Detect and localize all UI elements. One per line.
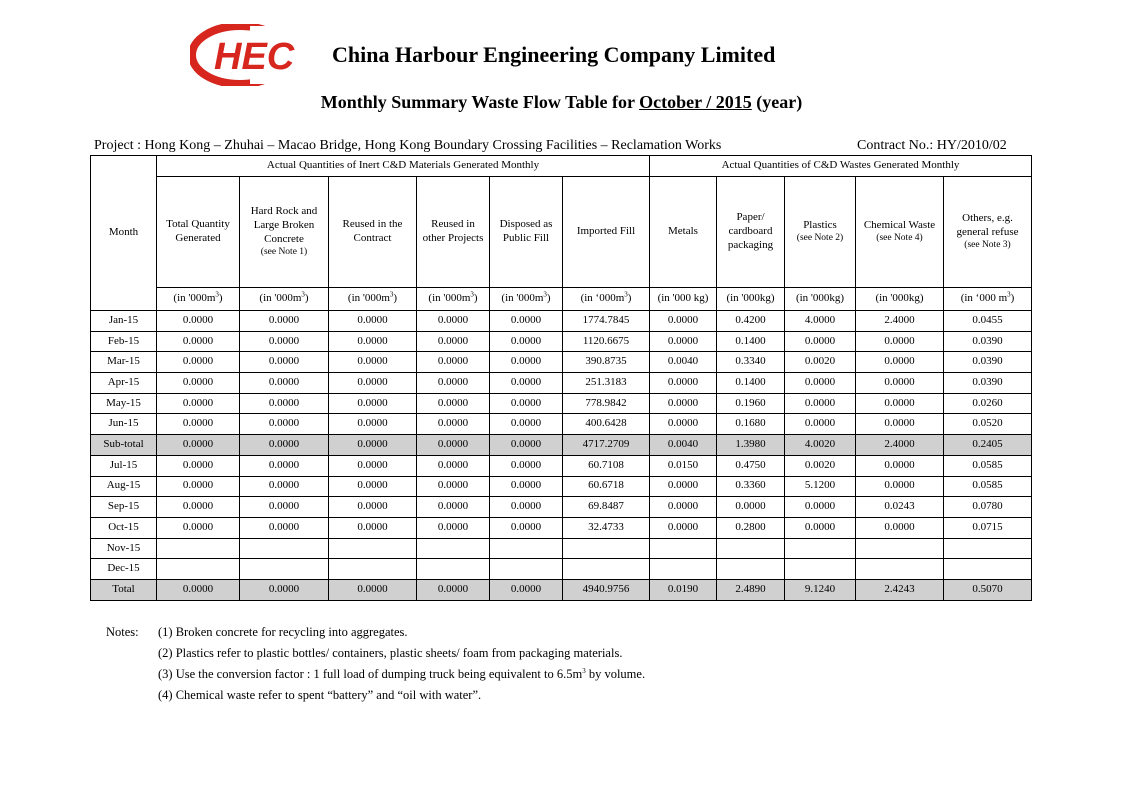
- value-cell: 1774.7845: [563, 311, 650, 332]
- unit-superscript: 3: [1007, 290, 1011, 299]
- value-cell: 390.8735: [563, 352, 650, 373]
- value-cell: 0.0000: [856, 331, 944, 352]
- value-cell: 0.0000: [856, 414, 944, 435]
- unit-superscript: 3: [624, 290, 628, 299]
- column-label: Total Quantity Generated: [166, 218, 230, 244]
- table-row: [91, 393, 1032, 414]
- note-superscript: 3: [582, 666, 586, 675]
- value-cell: 0.0000: [490, 373, 563, 394]
- value-cell: 0.5070: [944, 579, 1032, 600]
- value-cell: 0.1400: [717, 331, 785, 352]
- unit-superscript: 3: [215, 290, 219, 299]
- value-cell: 4.0020: [785, 435, 856, 456]
- month-cell: Aug-15: [91, 476, 157, 497]
- month-cell: Mar-15: [91, 352, 157, 373]
- value-cell: 1120.6675: [563, 331, 650, 352]
- month-cell: Jul-15: [91, 455, 157, 476]
- month-cell: Jun-15: [91, 414, 157, 435]
- column-header: [240, 177, 329, 288]
- unit-text: (in '000m: [428, 292, 471, 305]
- value-cell: 0.0000: [417, 331, 490, 352]
- value-cell: 0.0000: [490, 393, 563, 414]
- unit-cell: [417, 288, 490, 311]
- value-cell: 0.0000: [240, 311, 329, 332]
- value-cell: 0.0000: [240, 579, 329, 600]
- value-cell: 0.0000: [329, 331, 417, 352]
- waste-group-header: Actual Quantities of C&D Wastes Generated Monthly: [650, 156, 1032, 177]
- value-cell: 0.0000: [717, 497, 785, 518]
- value-cell: [563, 559, 650, 580]
- value-cell: 0.0000: [240, 455, 329, 476]
- value-cell: 0.0390: [944, 373, 1032, 394]
- value-cell: 0.0000: [157, 393, 240, 414]
- column-header: [329, 177, 417, 288]
- value-cell: 0.0715: [944, 517, 1032, 538]
- unit-cell: [717, 288, 785, 311]
- unit-text-end: ): [304, 292, 309, 305]
- value-cell: 0.0000: [240, 331, 329, 352]
- column-header: [785, 177, 856, 288]
- unit-cell: [490, 288, 563, 311]
- table-row: [91, 373, 1032, 394]
- column-label: Paper/ cardboard packaging: [727, 211, 774, 251]
- column-note: (see Note 4): [876, 232, 923, 243]
- contract-number: Contract No.: HY/2010/02: [857, 138, 1007, 153]
- value-cell: 0.0000: [157, 352, 240, 373]
- notes-label: Notes:: [106, 625, 139, 639]
- unit-text: (in '000m: [173, 292, 216, 305]
- value-cell: 0.0000: [157, 517, 240, 538]
- value-cell: [329, 559, 417, 580]
- value-cell: 0.0000: [650, 331, 717, 352]
- value-cell: 0.0000: [650, 311, 717, 332]
- unit-text-end: ): [627, 292, 632, 305]
- unit-cell: [563, 288, 650, 311]
- column-header: [563, 177, 650, 288]
- value-cell: [717, 559, 785, 580]
- column-label: Hard Rock and Large Broken Concrete: [250, 205, 318, 245]
- value-cell: 0.0000: [329, 393, 417, 414]
- value-cell: 0.0000: [856, 352, 944, 373]
- month-cell: Apr-15: [91, 373, 157, 394]
- page-title: [0, 92, 1123, 113]
- month-cell: Jan-15: [91, 311, 157, 332]
- unit-text-end: ): [393, 292, 398, 305]
- unit-text: (in ‘000 m: [960, 292, 1008, 305]
- unit-text: (in '000m: [347, 292, 390, 305]
- value-cell: [785, 538, 856, 559]
- value-cell: 0.0000: [157, 331, 240, 352]
- note-item: [158, 625, 858, 646]
- waste-flow-table: [90, 155, 1032, 601]
- unit-text: (in '000 kg): [657, 292, 709, 305]
- value-cell: 0.0000: [856, 393, 944, 414]
- column-header: [856, 177, 944, 288]
- unit-cell: [240, 288, 329, 311]
- subtotal-row: [91, 435, 1032, 456]
- note-text-end: by volume.: [585, 667, 646, 681]
- column-header: [650, 177, 717, 288]
- value-cell: 0.0000: [240, 435, 329, 456]
- unit-superscript: 3: [543, 290, 547, 299]
- value-cell: 0.0000: [490, 579, 563, 600]
- value-cell: 0.0040: [650, 435, 717, 456]
- unit-text: (in '000m: [259, 292, 302, 305]
- value-cell: 0.0000: [329, 352, 417, 373]
- table-row: [91, 559, 1032, 580]
- value-cell: 0.0243: [856, 497, 944, 518]
- table-row: [91, 497, 1032, 518]
- unit-cell: [157, 288, 240, 311]
- value-cell: 0.0000: [650, 373, 717, 394]
- value-cell: 400.6428: [563, 414, 650, 435]
- note-text: (1) Broken concrete for recycling into aggregates.: [158, 625, 408, 639]
- value-cell: 0.0000: [856, 476, 944, 497]
- unit-superscript: 3: [470, 290, 474, 299]
- table-row: [91, 414, 1032, 435]
- value-cell: 0.0000: [157, 579, 240, 600]
- unit-text: (in ‘000m: [580, 292, 625, 305]
- value-cell: 0.0000: [240, 517, 329, 538]
- value-cell: [717, 538, 785, 559]
- unit-text-end: ): [546, 292, 551, 305]
- value-cell: 0.0000: [157, 476, 240, 497]
- value-cell: 0.0390: [944, 352, 1032, 373]
- unit-superscript: 3: [301, 290, 305, 299]
- value-cell: [944, 559, 1032, 580]
- column-label: Disposed as Public Fill: [499, 218, 553, 244]
- note-item: [158, 646, 858, 667]
- value-cell: 4940.9756: [563, 579, 650, 600]
- value-cell: 0.0000: [650, 517, 717, 538]
- month-cell: Nov-15: [91, 538, 157, 559]
- value-cell: 0.0000: [157, 414, 240, 435]
- note-item: [158, 688, 858, 709]
- value-cell: 0.0000: [329, 579, 417, 600]
- column-note: (see Note 1): [260, 246, 308, 257]
- value-cell: [856, 559, 944, 580]
- value-cell: 0.4750: [717, 455, 785, 476]
- note-text: (4) Chemical waste refer to spent “battery” and “oil with water”.: [158, 688, 482, 702]
- table-row: [91, 311, 1032, 332]
- value-cell: 0.0000: [329, 455, 417, 476]
- value-cell: 0.0000: [785, 331, 856, 352]
- month-cell: Sub-total: [91, 435, 157, 456]
- value-cell: 0.0000: [240, 352, 329, 373]
- value-cell: [329, 538, 417, 559]
- column-label: Metals: [668, 225, 698, 238]
- value-cell: 1.3980: [717, 435, 785, 456]
- note-text: (3) Use the conversion factor : 1 full load of dumping truck being equivalent to 6.5m: [158, 667, 583, 681]
- value-cell: 60.6718: [563, 476, 650, 497]
- value-cell: 0.0000: [856, 517, 944, 538]
- column-header: [717, 177, 785, 288]
- value-cell: 778.9842: [563, 393, 650, 414]
- table-row: [91, 331, 1032, 352]
- value-cell: 69.8487: [563, 497, 650, 518]
- column-note: (see Note 2): [796, 232, 844, 243]
- unit-text-end: ): [473, 292, 478, 305]
- value-cell: [785, 559, 856, 580]
- unit-cell: [856, 288, 944, 311]
- value-cell: 0.0000: [417, 352, 490, 373]
- value-cell: [650, 538, 717, 559]
- value-cell: 0.0000: [329, 476, 417, 497]
- title-prefix: Monthly Summary Waste Flow Table for: [320, 92, 635, 112]
- value-cell: [240, 538, 329, 559]
- value-cell: 0.4200: [717, 311, 785, 332]
- column-header: [944, 177, 1032, 288]
- value-cell: 0.0020: [785, 455, 856, 476]
- value-cell: 0.0000: [417, 455, 490, 476]
- value-cell: 0.0000: [329, 373, 417, 394]
- month-cell: Total: [91, 579, 157, 600]
- column-label: Chemical Waste: [863, 219, 936, 232]
- unit-cell: [329, 288, 417, 311]
- value-cell: 0.0040: [650, 352, 717, 373]
- value-cell: 0.0000: [490, 497, 563, 518]
- table-row: [91, 476, 1032, 497]
- month-cell: Dec-15: [91, 559, 157, 580]
- hec-logo: [190, 24, 308, 86]
- value-cell: 0.0000: [329, 414, 417, 435]
- value-cell: 0.0000: [417, 497, 490, 518]
- value-cell: 0.0000: [417, 476, 490, 497]
- value-cell: 0.0000: [417, 579, 490, 600]
- value-cell: 0.0000: [490, 414, 563, 435]
- value-cell: 32.4733: [563, 517, 650, 538]
- value-cell: 0.0000: [490, 435, 563, 456]
- value-cell: 0.2405: [944, 435, 1032, 456]
- project-line: Project : Hong Kong – Zhuhai – Macao Bridge, Hong Kong Boundary Crossing Facilities – Reclamation Works: [94, 138, 722, 153]
- column-label: Plastics: [803, 219, 837, 232]
- value-cell: 0.0585: [944, 455, 1032, 476]
- value-cell: 0.0000: [650, 393, 717, 414]
- value-cell: 0.0000: [490, 352, 563, 373]
- table-row: [91, 352, 1032, 373]
- unit-superscript: 3: [389, 290, 394, 299]
- value-cell: 4.0000: [785, 311, 856, 332]
- value-cell: 0.0190: [650, 579, 717, 600]
- document-header: [0, 18, 1123, 88]
- value-cell: 0.0000: [417, 414, 490, 435]
- column-label: Reused in other Projects: [422, 218, 484, 244]
- unit-text: (in '000kg): [795, 292, 845, 305]
- value-cell: 0.0585: [944, 476, 1032, 497]
- unit-text: (in '000m: [501, 292, 544, 305]
- value-cell: 5.1200: [785, 476, 856, 497]
- value-cell: 0.0000: [157, 373, 240, 394]
- total-row: [91, 579, 1032, 600]
- value-cell: 0.0000: [240, 414, 329, 435]
- column-note: (see Note 3): [964, 239, 1011, 250]
- unit-text-end: ): [218, 292, 223, 305]
- value-cell: 0.0150: [650, 455, 717, 476]
- value-cell: [417, 559, 490, 580]
- value-cell: 60.7108: [563, 455, 650, 476]
- column-header: [157, 177, 240, 288]
- value-cell: 0.0000: [785, 373, 856, 394]
- value-cell: 0.0000: [856, 373, 944, 394]
- value-cell: 251.3183: [563, 373, 650, 394]
- value-cell: 0.0000: [240, 373, 329, 394]
- value-cell: 2.4000: [856, 311, 944, 332]
- unit-cell: [785, 288, 856, 311]
- value-cell: 0.0000: [856, 455, 944, 476]
- unit-cell: [650, 288, 717, 311]
- month-cell: Sep-15: [91, 497, 157, 518]
- value-cell: 0.0000: [417, 517, 490, 538]
- column-label: Imported Fill: [576, 225, 636, 238]
- value-cell: 0.0000: [417, 311, 490, 332]
- title-period: October / 2015: [639, 92, 752, 112]
- value-cell: 0.0000: [157, 311, 240, 332]
- column-header: [490, 177, 563, 288]
- value-cell: [490, 538, 563, 559]
- table-row: [91, 538, 1032, 559]
- value-cell: 0.0000: [785, 414, 856, 435]
- value-cell: 0.0000: [490, 331, 563, 352]
- month-header: Month: [91, 156, 157, 311]
- value-cell: 0.0780: [944, 497, 1032, 518]
- title-suffix: (year): [756, 92, 803, 112]
- logo-text: HEC: [214, 36, 295, 78]
- value-cell: 0.0000: [417, 373, 490, 394]
- unit-cell: [944, 288, 1032, 311]
- value-cell: 0.1960: [717, 393, 785, 414]
- value-cell: 0.0000: [650, 476, 717, 497]
- note-text: (2) Plastics refer to plastic bottles/ containers, plastic sheets/ foam from packaging materials.: [158, 646, 623, 660]
- value-cell: [490, 559, 563, 580]
- value-cell: 0.0390: [944, 331, 1032, 352]
- value-cell: 0.0000: [785, 497, 856, 518]
- value-cell: [157, 538, 240, 559]
- value-cell: [650, 559, 717, 580]
- value-cell: 0.3360: [717, 476, 785, 497]
- value-cell: 0.0000: [417, 393, 490, 414]
- month-cell: May-15: [91, 393, 157, 414]
- value-cell: 0.0000: [490, 517, 563, 538]
- value-cell: [944, 538, 1032, 559]
- column-label: Reused in the Contract: [342, 218, 403, 244]
- value-cell: [563, 538, 650, 559]
- value-cell: 2.4890: [717, 579, 785, 600]
- value-cell: 0.3340: [717, 352, 785, 373]
- note-item: [158, 667, 858, 688]
- column-header: [417, 177, 490, 288]
- column-label: Others, e.g. general refuse: [956, 212, 1019, 239]
- value-cell: 0.0000: [329, 311, 417, 332]
- table-row: [91, 517, 1032, 538]
- value-cell: 0.0000: [157, 435, 240, 456]
- inert-group-header: Actual Quantities of Inert C&D Materials Generated Monthly: [157, 156, 650, 177]
- value-cell: 2.4000: [856, 435, 944, 456]
- value-cell: 0.0455: [944, 311, 1032, 332]
- unit-text: (in '000kg): [875, 292, 924, 305]
- value-cell: 0.0000: [650, 414, 717, 435]
- value-cell: 0.0000: [157, 497, 240, 518]
- unit-text: (in '000kg): [726, 292, 775, 305]
- value-cell: 0.0520: [944, 414, 1032, 435]
- company-name: China Harbour Engineering Company Limited: [332, 42, 776, 67]
- value-cell: 0.0000: [490, 455, 563, 476]
- value-cell: 0.0260: [944, 393, 1032, 414]
- value-cell: 0.2800: [717, 517, 785, 538]
- value-cell: [157, 559, 240, 580]
- value-cell: 0.0000: [650, 497, 717, 518]
- value-cell: 0.0000: [490, 311, 563, 332]
- value-cell: 0.0000: [785, 517, 856, 538]
- value-cell: 0.1400: [717, 373, 785, 394]
- value-cell: 0.0000: [240, 476, 329, 497]
- value-cell: [856, 538, 944, 559]
- value-cell: 0.0000: [417, 435, 490, 456]
- table-row: [91, 455, 1032, 476]
- value-cell: 9.1240: [785, 579, 856, 600]
- value-cell: 0.0000: [785, 393, 856, 414]
- value-cell: 0.1680: [717, 414, 785, 435]
- month-cell: Feb-15: [91, 331, 157, 352]
- value-cell: 0.0000: [240, 393, 329, 414]
- value-cell: 0.0020: [785, 352, 856, 373]
- value-cell: 0.0000: [329, 435, 417, 456]
- month-cell: Oct-15: [91, 517, 157, 538]
- unit-text-end: ): [1010, 292, 1015, 305]
- value-cell: [240, 559, 329, 580]
- value-cell: 2.4243: [856, 579, 944, 600]
- value-cell: 4717.2709: [563, 435, 650, 456]
- value-cell: 0.0000: [329, 517, 417, 538]
- value-cell: 0.0000: [329, 497, 417, 518]
- value-cell: [417, 538, 490, 559]
- value-cell: 0.0000: [240, 497, 329, 518]
- value-cell: 0.0000: [157, 455, 240, 476]
- value-cell: 0.0000: [490, 476, 563, 497]
